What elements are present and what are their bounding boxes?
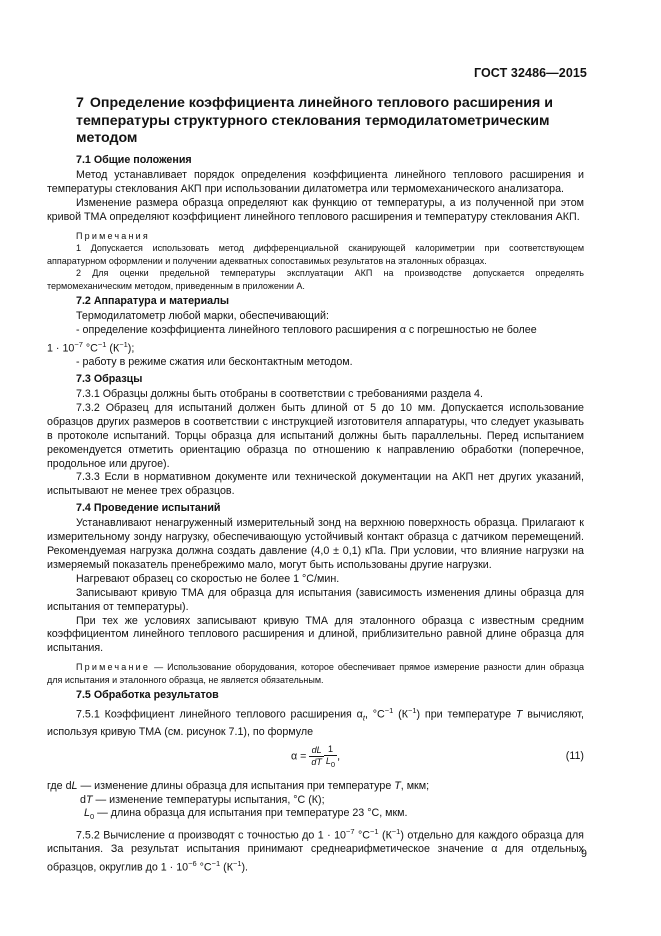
paragraph: 7.3.2 Образец для испытаний должен быть длиной от 5 до 10 мм. Допускается использование образцов других размеров в соответствии с инструкцией изготовителя аппаратуры, что следует указывать в протоколе испытаний. Торцы образца для испытаний должны быть параллельны. Перед испытанием рекомендуется отметить ориентацию образца по отношению к направлению обработки (поперечное, продольное или другое). (47, 401, 584, 470)
paragraph: - работу в режиме сжатия или бесконтактным методом. (76, 356, 353, 369)
definition-L0: $L_0$ — длина образца для испытания при температуре 23 °С, мкм. (84, 807, 408, 822)
definition-dT: dT — изменение температуры испытания, °С (К); (80, 793, 325, 806)
formula-number: (11) (565, 749, 584, 762)
paragraph: 7.5.1 Коэффициент линейного теплового расширения $\alpha_t$, $^\circ С^{-1}$ $(К^{-1})$ при температуре T вычисляют, используя кривую ТМА (см. рисунок 7.1), по формуле (47, 706, 584, 738)
paragraph: Нагревают образец со скоростью не более 1 °С/мин. (76, 572, 340, 585)
paragraph: При тех же условиях записывают кривую ТМА для эталонного образца с известным средним коэффициентом линейного теплового расширения и длиной, приблизительно равной длине образца для испытания. (47, 614, 584, 655)
section-title-text: Определение коэффициента линейного теплового расширения и температуры структурного стеклования термодилатометрическим методом (76, 95, 553, 146)
heading-7-3: 7.3 Образцы (76, 373, 143, 386)
paragraph: Записывают кривую ТМА для образца для испытания (зависимость изменения длины образца для испытания от температуры). (47, 586, 584, 613)
paragraph: 7.3.1 Образцы должны быть отобраны в соответствии с требованиями раздела 4. (76, 388, 483, 401)
paragraph: Термодилатометр любой марки, обеспечивающий: (76, 309, 329, 322)
formula-expression: α = $\frac{dL}{dT}$ $\frac{1}{L_0}$ , (291, 743, 341, 769)
note: Примечание — Использование оборудования, которое обеспечивает прямое измерение разности длин образца для испытания и эталонного образца, не является обязательным. (47, 662, 584, 685)
note-2: 2 Для оценки предельной температуры эксплуатации АКП на производстве допускается определять термомеханическим методом, приведенным в приложении А. (47, 268, 584, 291)
definition-dL: где dL — изменение длины образца для испытания при температуре T, мкм; (47, 779, 430, 792)
paragraph: 7.5.2 Вычисление α производят с точностью до $1 \cdot 10^{-7}$ $^\circ С^{-1}$ $(К^{-1})$ отдельно для каждого образца для испытания. За результат испытания принимают среднеарифметическое значение α для отдельных образцов, округлив до $1 \cdot 10^{-6}$ $^\circ С^{-1}$ $(К^{-1})$. (47, 826, 584, 874)
paragraph: Устанавливают ненагруженный измерительный зонд на верхнюю поверхность образца. Прилагают к измерительному зонду нагрузку, обеспечивающую устойчивый контакт образца с датчиком перемещений. Рекомендуемая нагрузка должна создать давление (4,0 ± 0,1) кПа. При условии, что влияние нагрузки на измеряемый показатель пренебрежимо мало, могут быть использованы другие нагрузки. (47, 517, 584, 571)
heading-7-4: 7.4 Проведение испытаний (76, 502, 221, 515)
paragraph: $1 \cdot 10^{-7}$ $^\circ C^{-1}$ $(К^{-1})$; (47, 339, 135, 355)
formula-11 (47, 742, 584, 776)
paragraph: - определение коэффициента линейного теплового расширения α с погрешностью не более (76, 323, 537, 336)
notes-label: Примечания (76, 230, 150, 241)
section-title (76, 95, 596, 148)
page-number: 9 (581, 848, 587, 860)
heading-7-1: 7.1 Общие положения (76, 154, 192, 166)
paragraph: Изменение размера образца определяют как функцию от температуры, а из полученной при этом кривой ТМА определяют коэффициент линейного теплового расширения и температуру стеклования АКП. (47, 196, 584, 223)
note-1: 1 Допускается использовать метод дифференциальной сканирующей калориметрии при соответствующем аппаратурном оформлении и получении адекватных сопоставимых результатов на эталонных образцах. (47, 243, 584, 266)
heading-7-5: 7.5 Обработка результатов (76, 689, 219, 702)
standard-header: ГОСТ 32486—2015 (473, 66, 587, 80)
paragraph: Метод устанавливает порядок определения коэффициента линейного теплового расширения и температуры стеклования АКП при использовании дилатометра или термомеханического анализатора. (47, 168, 584, 195)
paragraph: 7.3.3 Если в нормативном документе или технической документации на АКП нет других указаний, испытывают не менее трех образцов. (47, 471, 584, 498)
heading-7-2: 7.2 Аппаратура и материалы (76, 295, 230, 308)
document-body (47, 154, 584, 875)
section-number: 7 (76, 95, 84, 111)
